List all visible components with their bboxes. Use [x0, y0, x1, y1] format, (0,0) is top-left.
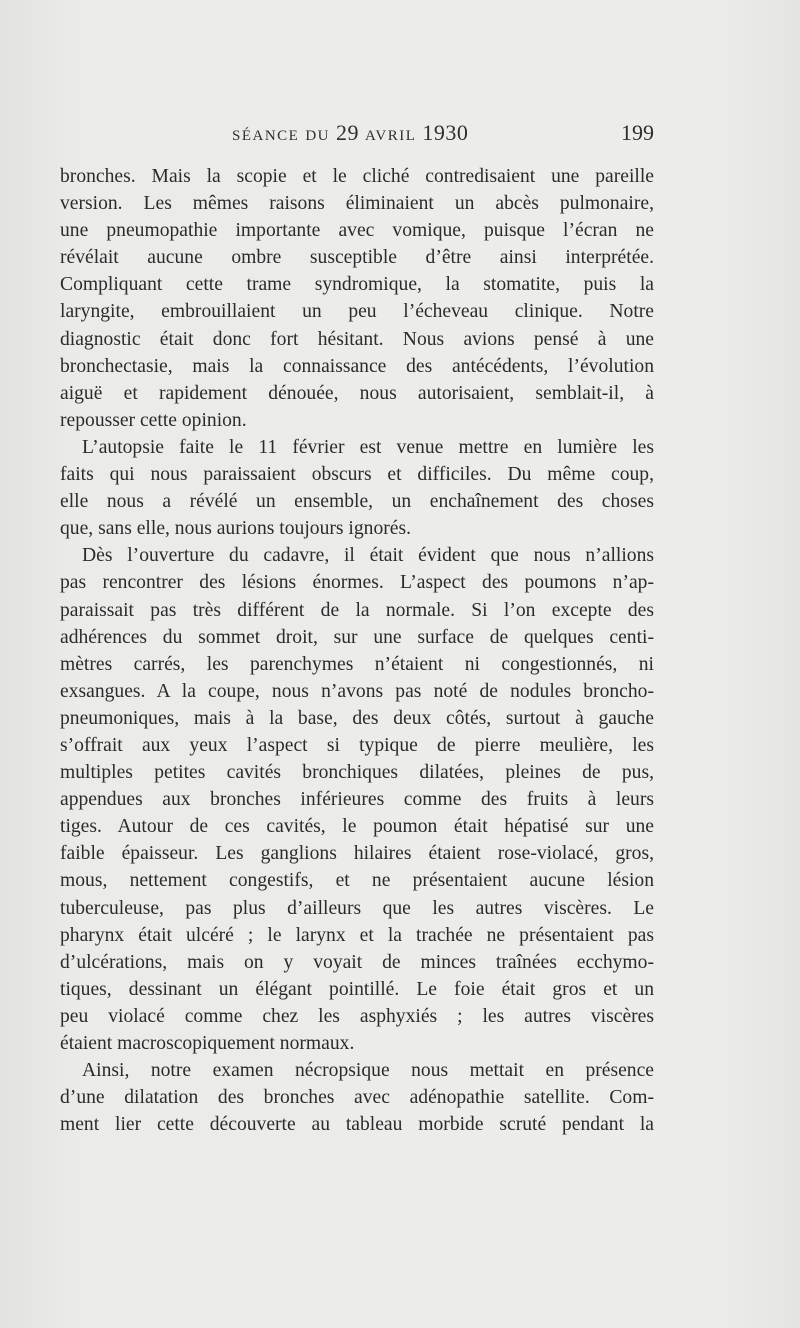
text-line: mous, nettement congestifs, et ne présentaient aucune lésion — [60, 870, 654, 892]
text-line: faits qui nous paraissaient obscurs et difficiles. Du même coup, — [60, 464, 654, 486]
text-line: tiges. Autour de ces cavités, le poumon était hépatisé sur une — [60, 816, 654, 838]
text-line: faible épaisseur. Les ganglions hilaires étaient rose-violacé, gros, — [60, 843, 654, 865]
text-line: s’offrait aux yeux l’aspect si typique de pierre meulière, les — [60, 734, 654, 756]
text-line: bronches. Mais la scopie et le cliché contredisaient une pareille — [60, 166, 654, 187]
text-line: tiques, dessinant un élégant pointillé. Le foie était gros et un — [60, 978, 654, 1000]
header-du: DU — [305, 128, 331, 144]
text-line: Dès l’ouverture du cadavre, il était évident que nous n’allions — [82, 545, 654, 567]
text-line: pas rencontrer des lésions énormes. L’aspect des poumons n’ap- — [60, 572, 654, 594]
text-line: ment lier cette découverte au tableau morbide scruté pendant la — [60, 1114, 654, 1136]
text-line: que, sans elle, nous aurions toujours ignorés. — [60, 518, 412, 540]
paragraph — [60, 1057, 654, 1138]
text-line: multiples petites cavités bronchiques dilatées, pleines de pus, — [60, 762, 654, 784]
header-year: 1930 — [422, 120, 469, 145]
text-line: Ainsi, notre examen nécropsique nous mettait en présence — [82, 1060, 654, 1082]
text-line: tuberculeuse, pas plus d’ailleurs que les autres viscères. Le — [60, 897, 654, 919]
running-header — [60, 120, 654, 150]
text-line: d’ulcérations, mais on y voyait de minces traînées ecchymo- — [60, 951, 654, 973]
text-line: L’autopsie faite le 11 février est venue mettre en lumière les — [82, 436, 654, 458]
text-line: elle nous a révélé un ensemble, un enchaînement des choses — [60, 491, 654, 513]
text-line: Compliquant cette trame syndromique, la stomatite, puis la — [60, 274, 654, 296]
text-line: d’une dilatation des bronches avec adénopathie satellite. Com- — [60, 1087, 654, 1109]
text-line: aiguë et rapidement dénouée, nous autorisaient, semblait-il, à — [60, 382, 654, 404]
header-seance: SÉANCE — [232, 128, 300, 144]
text-line: peu violacé comme chez les asphyxiés ; les autres viscères — [60, 1005, 654, 1027]
text-line: laryngite, embrouillaient un peu l’écheveau clinique. Notre — [60, 301, 654, 323]
body-text — [60, 163, 654, 1138]
paragraph — [60, 163, 654, 434]
text-line: une pneumopathie importante avec vomique, puisque l’écran ne — [60, 220, 654, 242]
text-line: paraissait pas très différent de la normale. Si l’on excepte des — [60, 599, 654, 621]
text-line: mètres carrés, les parenchymes n’étaient ni congestionnés, ni — [60, 653, 654, 675]
text-line: repousser cette opinion. — [60, 409, 247, 431]
page-number: 199 — [621, 120, 654, 145]
running-title — [232, 120, 468, 146]
text-line: étaient macroscopiquement normaux. — [60, 1033, 355, 1054]
text-line: version. Les mêmes raisons éliminaient un abcès pulmonaire, — [60, 193, 654, 215]
text-line: diagnostic était donc fort hésitant. Nous avions pensé à une — [60, 328, 654, 350]
header-month: AVRIL — [365, 128, 417, 144]
paragraph — [60, 542, 654, 1057]
text-line: exsangues. A la coupe, nous n’avons pas noté de nodules broncho- — [60, 680, 654, 702]
text-line: appendues aux bronches inférieures comme des fruits à leurs — [60, 789, 654, 811]
header-day: 29 — [336, 120, 360, 145]
text-line: pharynx était ulcéré ; le larynx et la trachée ne présentaient pas — [60, 924, 654, 946]
text-line: adhérences du sommet droit, sur une surface de quelques centi- — [60, 626, 654, 648]
paragraph — [60, 434, 654, 542]
text-line: révélait aucune ombre susceptible d’être ainsi interprétée. — [60, 247, 654, 269]
text-line: pneumoniques, mais à la base, des deux côtés, surtout à gauche — [60, 707, 654, 729]
text-line: bronchectasie, mais la connaissance des antécédents, l’évolution — [60, 355, 654, 377]
